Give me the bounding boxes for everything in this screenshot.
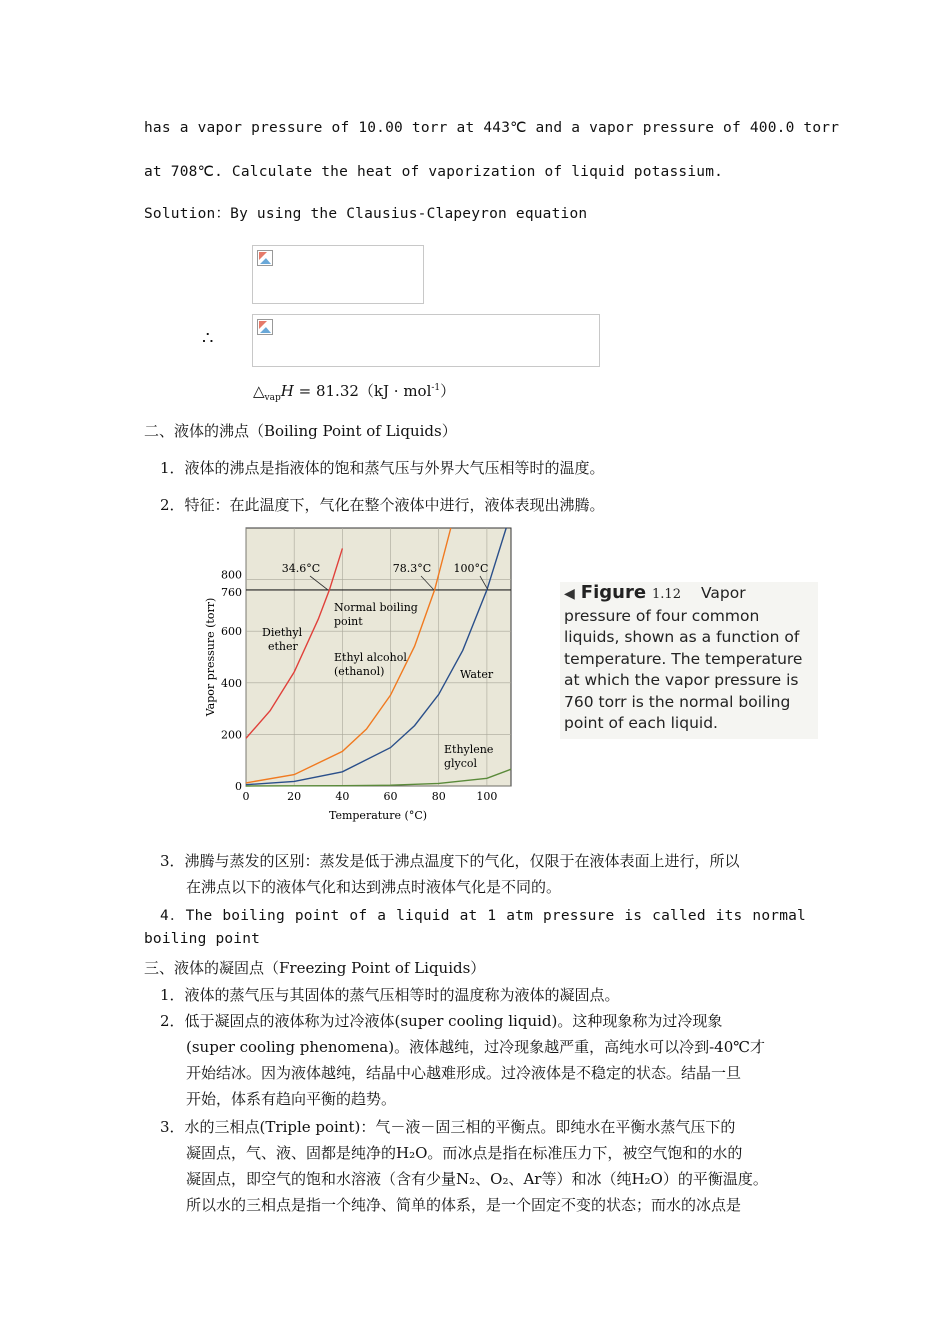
h-symbol: H <box>280 382 294 400</box>
section2-item-4b: boiling point <box>144 931 261 947</box>
label-glycol: glycol <box>444 757 478 770</box>
x-tick-60: 60 <box>383 790 398 803</box>
section2-item-4a: 4．The boiling point of a liquid at 1 atm pressure is called its normal <box>160 908 806 924</box>
y-tick-800: 800 <box>221 568 242 582</box>
triangle-left-icon: ◀ <box>564 586 575 602</box>
delta-symbol: △ <box>253 382 265 400</box>
y-tick-600: 600 <box>221 625 242 639</box>
chart-svg <box>192 522 522 827</box>
result-value: = 81.32（kJ · mol <box>293 382 432 400</box>
normal-boiling-label-2: point <box>334 615 363 628</box>
x-axis-label: Temperature (°C) <box>328 809 428 822</box>
figure-number: 1.12 <box>652 587 681 602</box>
section2-item-1: 1．液体的沸点是指液体的饱和蒸气压与外界大气压相等时的温度。 <box>160 459 605 477</box>
solution-line: Solution：By using the Clausius-Clapeyron equation <box>144 206 588 222</box>
equation-image-1 <box>252 245 424 304</box>
broken-image-icon <box>257 250 273 266</box>
y-tick-200: 200 <box>221 728 242 742</box>
y-tick-0: 0 <box>235 780 242 793</box>
label-ethylene: Ethylene <box>444 743 494 756</box>
broken-image-icon <box>257 319 273 335</box>
label-water: Water <box>460 668 494 681</box>
section2-heading <box>144 420 457 441</box>
section3-item-2a: 2．低于凝固点的液体称为过冷液体(super cooling liquid)。这种现象称为过冷现象 <box>160 1012 723 1030</box>
y-tick-400: 400 <box>221 676 242 690</box>
section2-heading-text: 二、液体的沸点（Boiling Point of Liquids） <box>144 422 457 440</box>
x-tick-20: 20 <box>287 790 302 803</box>
x-tick-0: 0 <box>242 790 250 803</box>
label-ethyl-alcohol: Ethyl alcohol <box>334 651 407 664</box>
figure-caption <box>560 582 818 739</box>
intro-line-1: has a vapor pressure of 10.00 torr at 443℃ and a vapor pressure of 400.0 torr <box>144 120 840 136</box>
label-diethyl: Diethyl <box>262 626 303 639</box>
vap-subscript: vap <box>264 393 281 403</box>
y-tick-760: 760 <box>221 585 242 599</box>
section3-item-1: 1．液体的蒸气压与其固体的蒸气压相等时的温度称为液体的凝固点。 <box>160 986 620 1004</box>
section3-item-3c: 凝固点，即空气的饱和水溶液（含有少量N₂、O₂、Ar等）和冰（纯H₂O）的平衡温度。 <box>186 1170 768 1188</box>
section3-item-2d: 开始，体系有趋向平衡的趋势。 <box>186 1090 397 1108</box>
unit-superscript: -1 <box>431 383 441 393</box>
y-axis-label: Vapor pressure (torr) <box>204 597 217 717</box>
section3-item-2c: 开始结冰。因为液体越纯，结晶中心越难形成。过冷液体是不稳定的状态。结晶一旦 <box>186 1064 742 1082</box>
annotation-100: 100°C <box>453 562 489 575</box>
x-tick-80: 80 <box>431 790 446 803</box>
section2-item-2: 2．特征：在此温度下，气化在整个液体中进行，液体表现出沸腾。 <box>160 496 605 514</box>
section3-item-3a: 3．水的三相点(Triple point)：气－液－固三相的平衡点。即纯水在平衡水蒸气压下的 <box>160 1118 736 1136</box>
result-equation <box>253 380 455 403</box>
label-ether: ether <box>268 640 298 653</box>
x-tick-40: 40 <box>335 790 350 803</box>
therefore-symbol: ∴ <box>202 328 214 349</box>
section3-heading: 三、液体的凝固点（Freezing Point of Liquids） <box>144 959 486 977</box>
label-ethanol: (ethanol) <box>334 665 385 678</box>
normal-boiling-label-1: Normal boiling <box>334 601 418 614</box>
annotation-78-3: 78.3°C <box>392 562 432 575</box>
section2-item-3a: 3．沸腾与蒸发的区别：蒸发是低于沸点温度下的气化，仅限于在液体表面上进行，所以 <box>160 852 740 870</box>
section3-item-2b: (super cooling phenomena)。液体越纯，过冷现象越严重，高纯水可以冷到-40℃才 <box>186 1038 766 1056</box>
vapor-pressure-chart <box>192 522 522 831</box>
section3-item-3b: 凝固点，气、液、固都是纯净的H₂O。而冰点是指在标准压力下，被空气饱和的水的 <box>186 1144 743 1162</box>
result-close: ） <box>440 382 456 400</box>
section3-item-3d: 所以水的三相点是指一个纯净、简单的体系，是一个固定不变的状态；而水的冰点是 <box>186 1196 742 1214</box>
annotation-34-6: 34.6°C <box>281 562 321 575</box>
figure-caption-text: Vapor pressure of four common liquids, shown as a function of temperature. The temperature at which the vapor pressure is 760 torr is the normal boiling point of each liquid. <box>564 584 803 732</box>
equation-image-2 <box>252 314 600 367</box>
figure-label: Figure <box>580 582 647 603</box>
x-tick-100: 100 <box>476 790 498 803</box>
intro-line-2: at 708℃. Calculate the heat of vaporization of liquid potassium. <box>144 164 724 180</box>
section2-item-3b: 在沸点以下的液体气化和达到沸点时液体气化是不同的。 <box>186 878 562 896</box>
